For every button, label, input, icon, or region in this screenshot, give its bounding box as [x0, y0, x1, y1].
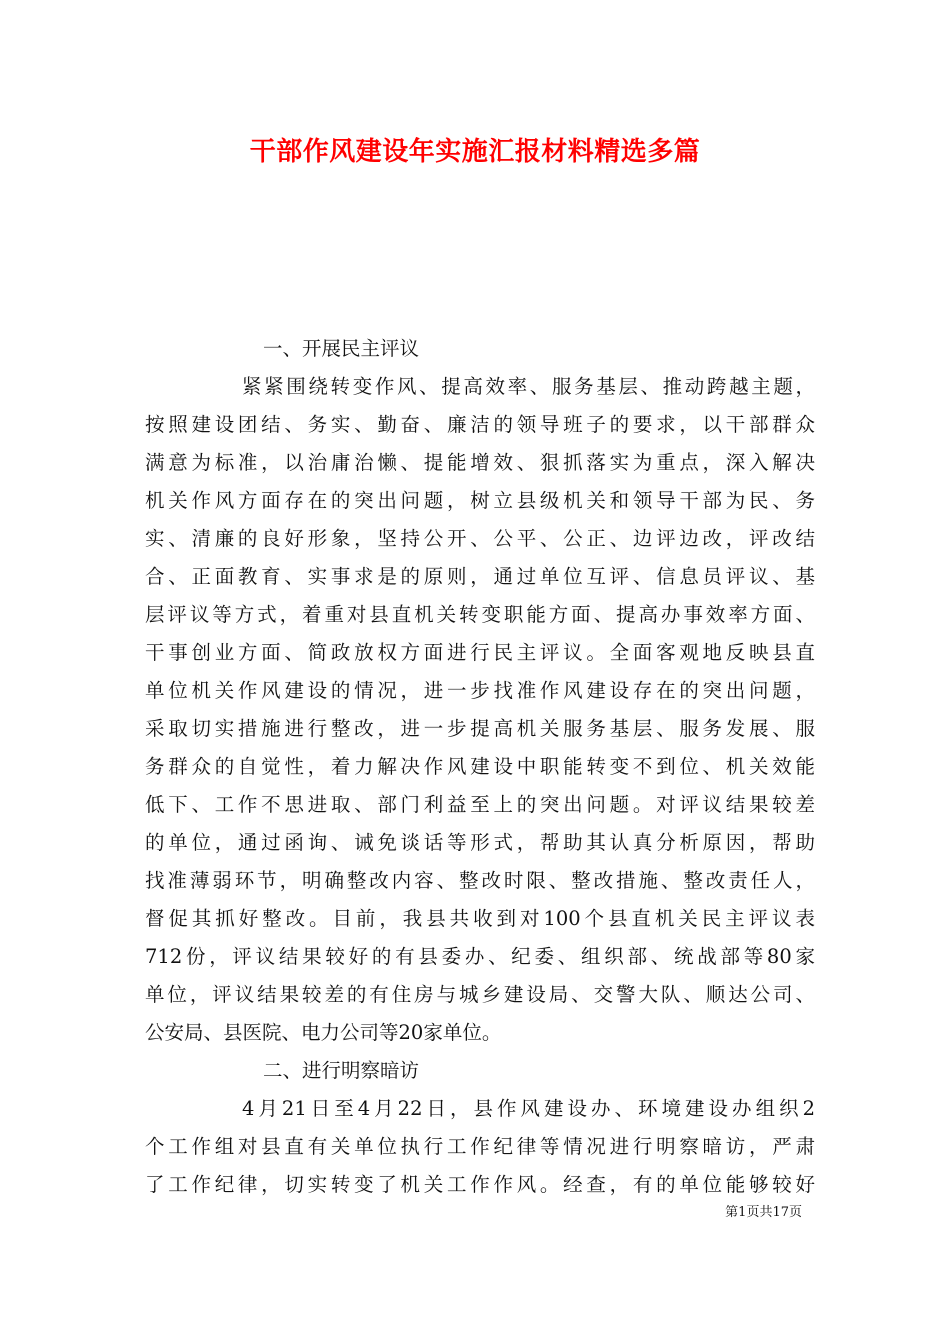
- paragraph-line: 4月21日至4月22日，县作风建设办、环境建设办组织2: [242, 1097, 815, 1120]
- paragraph-line: 层评议等方式，着重对县直机关转变职能方面、提高办事效率方面、: [145, 603, 815, 626]
- paragraph-line: 单位，评议结果较差的有住房与城乡建设局、交警大队、顺达公司、: [145, 983, 815, 1006]
- paragraph-line: 了工作纪律，切实转变了机关工作作风。经查，有的单位能够较好: [145, 1173, 815, 1196]
- paragraph-line: 机关作风方面存在的突出问题，树立县级机关和领导干部为民、务: [145, 489, 815, 512]
- section-heading: 二、进行明察暗访: [263, 1059, 420, 1082]
- paragraph-line: 满意为标准，以治庸治懒、提能增效、狠抓落实为重点，深入解决: [145, 451, 815, 474]
- section-heading: 一、开展民主评议: [263, 337, 420, 360]
- paragraph-line: 找准薄弱环节，明确整改内容、整改时限、整改措施、整改责任人，: [145, 869, 815, 892]
- paragraph-line: 督促其抓好整改。目前，我县共收到对100个县直机关民主评议表: [145, 907, 815, 930]
- paragraph-line: 实、清廉的良好形象，坚持公开、公平、公正、边评边改，评改结: [145, 527, 815, 550]
- paragraph-line: 712份，评议结果较好的有县委办、纪委、组织部、统战部等80家: [145, 945, 815, 968]
- paragraph-line: 单位机关作风建设的情况，进一步找准作风建设存在的突出问题，: [145, 679, 815, 702]
- paragraph-line: 合、正面教育、实事求是的原则，通过单位互评、信息员评议、基: [145, 565, 815, 588]
- paragraph-line: 的单位，通过函询、诫免谈话等形式，帮助其认真分析原因，帮助: [145, 831, 815, 854]
- paragraph-line: 个工作组对县直有关单位执行工作纪律等情况进行明察暗访，严肃: [145, 1135, 815, 1158]
- paragraph-line: 低下、工作不思进取、部门利益至上的突出问题。对评议结果较差: [145, 793, 815, 816]
- paragraph-line: 按照建设团结、务实、勤奋、廉洁的领导班子的要求，以干部群众: [145, 413, 815, 436]
- paragraph-line: 干事创业方面、简政放权方面进行民主评议。全面客观地反映县直: [145, 641, 815, 664]
- page-number-footer: 第1页共17页: [725, 1205, 802, 1220]
- paragraph-line: 紧紧围绕转变作风、提高效率、服务基层、推动跨越主题，: [242, 375, 815, 398]
- document-title: 干部作风建设年实施汇报材料精选多篇: [249, 137, 701, 167]
- document-body: [145, 330, 815, 1204]
- paragraph-line: 公安局、县医院、电力公司等20家单位。: [145, 1021, 502, 1044]
- paragraph-line: 务群众的自觉性，着力解决作风建设中职能转变不到位、机关效能: [145, 755, 815, 778]
- paragraph-line: 采取切实措施进行整改，进一步提高机关服务基层、服务发展、服: [145, 717, 815, 740]
